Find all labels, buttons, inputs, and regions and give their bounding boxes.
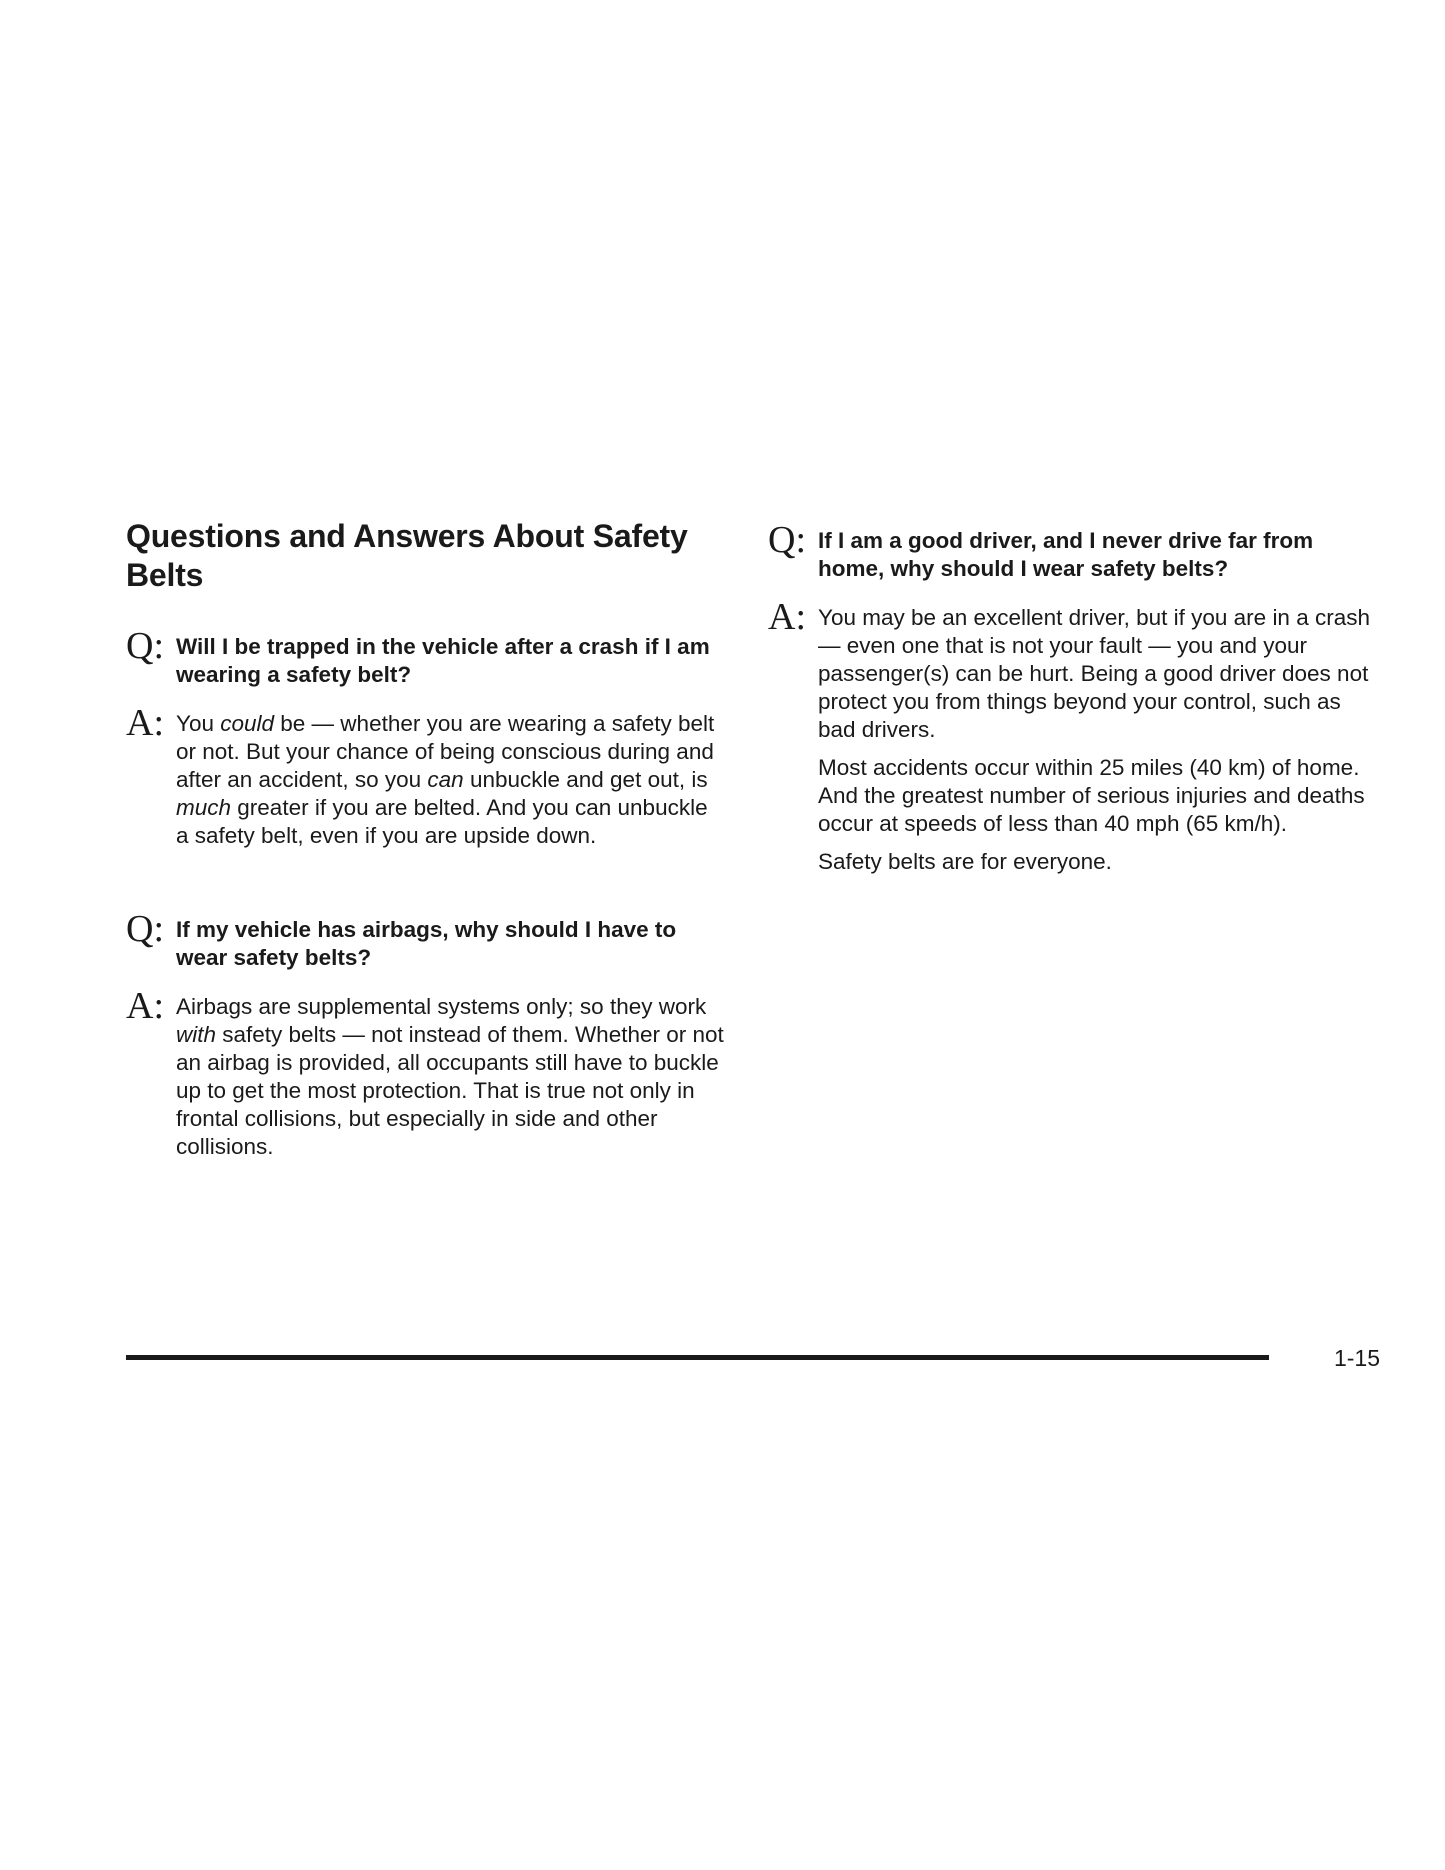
question-row	[126, 625, 726, 689]
answer-text: Airbags are supplemental systems only; so they work with safety belts — not instead of them. Whether or not an airbag is provided, all occupants still have to buckle up to get the most protection. That is true not only in frontal collisions, but especially in side and other collisions.	[176, 994, 724, 1159]
answer-paragraph: Safety belts are for everyone.	[818, 849, 1112, 874]
answer-row	[126, 702, 726, 850]
qa-block-trapped	[126, 625, 726, 850]
question-row	[768, 519, 1370, 583]
a-label: A:	[126, 985, 164, 1027]
answer-row	[126, 985, 726, 1161]
q-label: Q:	[768, 519, 806, 561]
section-heading: Questions and Answers About Safety Belts	[126, 518, 688, 593]
q-label: Q:	[126, 908, 164, 950]
footer-rule	[126, 1355, 1269, 1360]
question-text: Will I be trapped in the vehicle after a crash if I am wearing a safety belt?	[176, 634, 710, 687]
answer-text: You may be an excellent driver, but if you are in a crash — even one that is not your fault — you and your passenger(s) can be hurt. Being a good driver does not protect you from things beyond your control, such as bad drivers.	[818, 605, 1370, 742]
page-number: 1-15	[1333, 1345, 1380, 1371]
q-label: Q:	[126, 625, 164, 667]
question-text: If my vehicle has airbags, why should I have to wear safety belts?	[176, 917, 677, 970]
qa-block-airbags	[126, 908, 726, 1161]
a-label: A:	[126, 702, 164, 744]
answer-paragraph: Most accidents occur within 25 miles (40 km) of home. And the greatest number of serious injuries and deaths occur at speeds of less than 40 mph (65 km/h).	[818, 755, 1365, 836]
qa-block-good-driver	[768, 519, 1370, 876]
question-text: If I am a good driver, and I never drive far from home, why should I wear safety belts?	[818, 528, 1314, 581]
question-row	[126, 908, 726, 972]
answer-row	[768, 596, 1370, 876]
answer-text: You could be — whether you are wearing a safety belt or not. But your chance of being conscious during and after an accident, so you can unbuckle and get out, is much greater if you are belted. And you can unbuckle a safety belt, even if you are upside down.	[176, 711, 715, 848]
a-label: A:	[768, 596, 806, 638]
